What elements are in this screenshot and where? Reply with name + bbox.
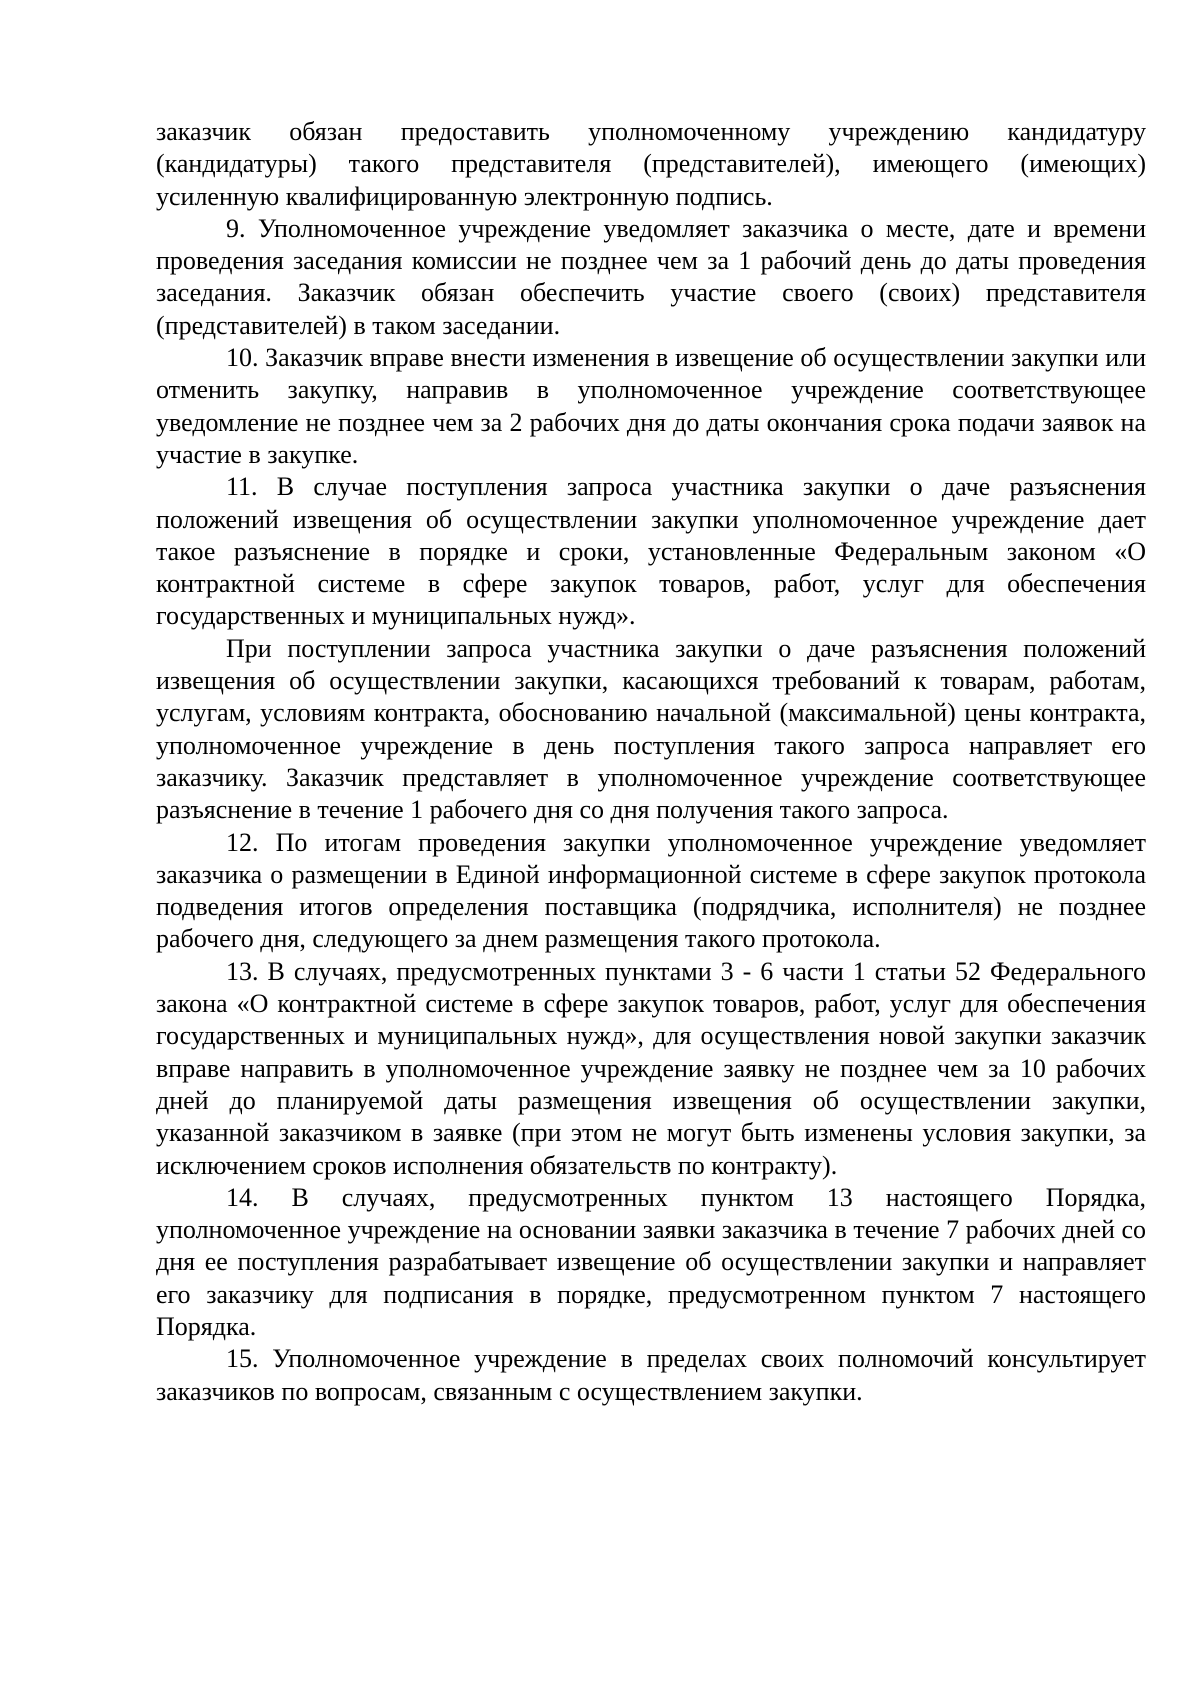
paragraph-item-12: 12. По итогам проведения закупки уполномоченное учреждение уведомляет заказчика о размещении в Единой информационной системе в сфере закупок протокола подведения итогов определения поставщика (подрядчика, исполнителя) не позднее рабочего дня, следующего за днем размещения такого протокола. bbox=[156, 827, 1146, 954]
paragraph-item-11: 11. В случае поступления запроса участника закупки о даче разъяснения положений извещения об осуществлении закупки уполномоченное учреждение дает такое разъяснение в порядке и сроки, установленные Федеральным законом «О контрактной системе в сфере закупок товаров, работ, услуг для обеспечения государственных и муниципальных нужд». bbox=[156, 472, 1146, 631]
paragraph-item-13: 13. В случаях, предусмотренных пунктами 3 - 6 части 1 статьи 52 Федерального закона «О контрактной системе в сфере закупок товаров, работ, услуг для обеспечения государственных и муниципальных нужд», для осуществления новой закупки заказчик вправе направить в уполномоченное учреждение заявку не позднее чем за 10 рабочих дней до планируемой даты размещения извещения об осуществлении закупки, указанной заказчиком в заявке (при этом не могут быть изменены условия закупки, за исключением сроков исполнения обязательств по контракту). bbox=[156, 956, 1146, 1180]
paragraph-item-11-continued: При поступлении запроса участника закупки о даче разъяснения положений извещения об осуществлении закупки, касающихся требований к товарам, работам, услугам, условиям контракта, обоснованию начальной (максимальной) цены контракта, уполномоченное учреждение в день поступления такого запроса направляет его заказчику. Заказчик представляет в уполномоченное учреждение соответствующее разъяснение в течение 1 рабочего дня со дня получения такого запроса. bbox=[156, 633, 1146, 825]
paragraph-item-15: 15. Уполномоченное учреждение в пределах своих полномочий консультирует заказчиков по вопросам, связанным с осуществлением закупки. bbox=[156, 1344, 1146, 1406]
paragraph-item-9: 9. Уполномоченное учреждение уведомляет заказчика о месте, дате и времени проведения заседания комиссии не позднее чем за 1 рабочий день до даты проведения заседания. Заказчик обязан обеспечить участие своего (своих) представителя (представителей) в таком заседании. bbox=[156, 213, 1146, 340]
document-page bbox=[156, 116, 1146, 1408]
paragraph-item-10: 10. Заказчик вправе внести изменения в извещение об осуществлении закупки или отменить закупку, направив в уполномоченное учреждение соответствующее уведомление не позднее чем за 2 рабочих дня до даты окончания срока подачи заявок на участие в закупке. bbox=[156, 343, 1146, 469]
paragraph-item-14: 14. В случаях, предусмотренных пунктом 13 настоящего Порядка, уполномоченное учреждение на основании заявки заказчика в течение 7 рабочих дней со дня ее поступления разрабатывает извещение об осуществлении закупки и направляет его заказчику для подписания в порядке, предусмотренном пунктом 7 настоящего Порядка. bbox=[156, 1182, 1146, 1341]
paragraph-continuation: заказчик обязан предоставить уполномоченному учреждению кандидатуру (кандидатуры) такого представителя (представителей), имеющего (имеющих) усиленную квалифицированную электронную подпись. bbox=[156, 117, 1146, 211]
